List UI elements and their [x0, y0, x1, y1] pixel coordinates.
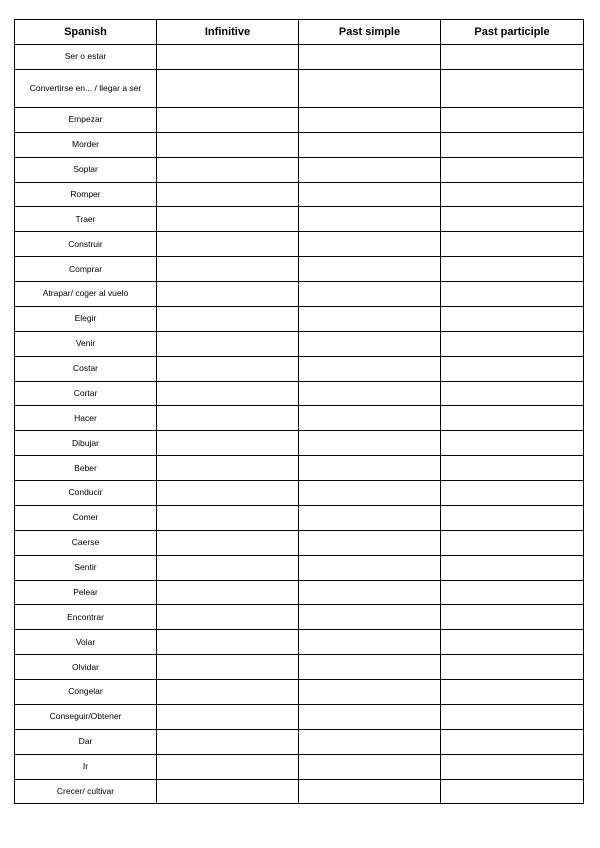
past-simple-cell[interactable]: [299, 107, 441, 132]
header-spanish: Spanish: [15, 20, 157, 45]
infinitive-cell[interactable]: [157, 779, 299, 804]
past-participle-cell[interactable]: [441, 132, 584, 157]
table-row: [15, 779, 584, 804]
infinitive-cell[interactable]: [157, 505, 299, 530]
past-simple-cell[interactable]: [299, 456, 441, 481]
past-participle-cell[interactable]: [441, 580, 584, 605]
past-simple-cell[interactable]: [299, 406, 441, 431]
spanish-cell: Pelear: [15, 580, 157, 605]
past-participle-cell[interactable]: [441, 729, 584, 754]
infinitive-cell[interactable]: [157, 69, 299, 107]
past-participle-cell[interactable]: [441, 207, 584, 232]
table-row: [15, 481, 584, 506]
infinitive-cell[interactable]: [157, 754, 299, 779]
past-participle-cell[interactable]: [441, 257, 584, 282]
spanish-cell: Soplar: [15, 157, 157, 182]
past-participle-cell[interactable]: [441, 356, 584, 381]
table-row: [15, 45, 584, 70]
spanish-cell: Crecer/ cultivar: [15, 779, 157, 804]
past-simple-cell[interactable]: [299, 356, 441, 381]
spanish-cell: Cortar: [15, 381, 157, 406]
past-simple-cell[interactable]: [299, 605, 441, 630]
infinitive-cell[interactable]: [157, 580, 299, 605]
infinitive-cell[interactable]: [157, 729, 299, 754]
table-row: [15, 655, 584, 680]
infinitive-cell[interactable]: [157, 381, 299, 406]
past-participle-cell[interactable]: [441, 779, 584, 804]
past-simple-cell[interactable]: [299, 232, 441, 257]
past-simple-cell[interactable]: [299, 729, 441, 754]
table-row: [15, 69, 584, 107]
past-participle-cell[interactable]: [441, 431, 584, 456]
past-simple-cell[interactable]: [299, 580, 441, 605]
spanish-cell: Ir: [15, 754, 157, 779]
spanish-cell: Congelar: [15, 680, 157, 705]
past-simple-cell[interactable]: [299, 655, 441, 680]
spanish-cell: Sentir: [15, 555, 157, 580]
past-participle-cell[interactable]: [441, 157, 584, 182]
infinitive-cell[interactable]: [157, 630, 299, 655]
table-row: [15, 754, 584, 779]
spanish-cell: Venir: [15, 331, 157, 356]
table-row: [15, 232, 584, 257]
past-simple-cell[interactable]: [299, 157, 441, 182]
table-row: [15, 605, 584, 630]
spanish-cell: Conseguir/Obtener: [15, 704, 157, 729]
table-row: [15, 257, 584, 282]
table-row: [15, 132, 584, 157]
spanish-cell: Ser o estar: [15, 45, 157, 70]
past-participle-cell[interactable]: [441, 754, 584, 779]
infinitive-cell[interactable]: [157, 605, 299, 630]
past-simple-cell[interactable]: [299, 306, 441, 331]
spanish-cell: Comprar: [15, 257, 157, 282]
table-row: [15, 555, 584, 580]
past-participle-cell[interactable]: [441, 704, 584, 729]
spanish-cell: Dar: [15, 729, 157, 754]
table-row: [15, 207, 584, 232]
spanish-cell: Traer: [15, 207, 157, 232]
spanish-cell: Encontrar: [15, 605, 157, 630]
spanish-cell: Morder: [15, 132, 157, 157]
past-simple-cell[interactable]: [299, 754, 441, 779]
spanish-cell: Volar: [15, 630, 157, 655]
spanish-cell: Comer: [15, 505, 157, 530]
header-past-participle: Past participle: [441, 20, 584, 45]
past-participle-cell[interactable]: [441, 282, 584, 307]
past-participle-cell[interactable]: [441, 69, 584, 107]
table-row: [15, 704, 584, 729]
table-row: [15, 630, 584, 655]
past-simple-cell[interactable]: [299, 182, 441, 207]
past-participle-cell[interactable]: [441, 605, 584, 630]
table-row: [15, 282, 584, 307]
past-simple-cell[interactable]: [299, 530, 441, 555]
past-participle-cell[interactable]: [441, 505, 584, 530]
table-row: [15, 306, 584, 331]
spanish-cell: Convertirse en... / llegar a ser: [15, 69, 157, 107]
spanish-cell: Costar: [15, 356, 157, 381]
past-participle-cell[interactable]: [441, 232, 584, 257]
spanish-cell: Romper: [15, 182, 157, 207]
table-header: [15, 20, 584, 45]
past-simple-cell[interactable]: [299, 481, 441, 506]
infinitive-cell[interactable]: [157, 555, 299, 580]
past-simple-cell[interactable]: [299, 381, 441, 406]
table-row: [15, 456, 584, 481]
past-simple-cell[interactable]: [299, 505, 441, 530]
infinitive-cell[interactable]: [157, 232, 299, 257]
past-simple-cell[interactable]: [299, 704, 441, 729]
past-participle-cell[interactable]: [441, 456, 584, 481]
infinitive-cell[interactable]: [157, 107, 299, 132]
verb-table: [14, 19, 584, 804]
infinitive-cell[interactable]: [157, 282, 299, 307]
past-participle-cell[interactable]: [441, 406, 584, 431]
past-participle-cell[interactable]: [441, 655, 584, 680]
infinitive-cell[interactable]: [157, 481, 299, 506]
past-participle-cell[interactable]: [441, 331, 584, 356]
infinitive-cell[interactable]: [157, 331, 299, 356]
past-participle-cell[interactable]: [441, 45, 584, 70]
table-row: [15, 356, 584, 381]
past-simple-cell[interactable]: [299, 132, 441, 157]
infinitive-cell[interactable]: [157, 157, 299, 182]
past-simple-cell[interactable]: [299, 779, 441, 804]
infinitive-cell[interactable]: [157, 356, 299, 381]
infinitive-cell[interactable]: [157, 207, 299, 232]
table-row: [15, 182, 584, 207]
infinitive-cell[interactable]: [157, 45, 299, 70]
spanish-cell: Conducir: [15, 481, 157, 506]
past-simple-cell[interactable]: [299, 331, 441, 356]
spanish-cell: Atrapar/ coger al vuelo: [15, 282, 157, 307]
past-participle-cell[interactable]: [441, 630, 584, 655]
table-row: [15, 530, 584, 555]
past-participle-cell[interactable]: [441, 182, 584, 207]
table-row: [15, 505, 584, 530]
infinitive-cell[interactable]: [157, 406, 299, 431]
infinitive-cell[interactable]: [157, 530, 299, 555]
past-simple-cell[interactable]: [299, 257, 441, 282]
spanish-cell: Hacer: [15, 406, 157, 431]
past-participle-cell[interactable]: [441, 107, 584, 132]
past-participle-cell[interactable]: [441, 481, 584, 506]
past-participle-cell[interactable]: [441, 680, 584, 705]
infinitive-cell[interactable]: [157, 306, 299, 331]
past-simple-cell[interactable]: [299, 555, 441, 580]
header-past-simple: Past simple: [299, 20, 441, 45]
spanish-cell: Olvidar: [15, 655, 157, 680]
table-row: [15, 331, 584, 356]
infinitive-cell[interactable]: [157, 132, 299, 157]
spanish-cell: Dibujar: [15, 431, 157, 456]
past-simple-cell[interactable]: [299, 431, 441, 456]
infinitive-cell[interactable]: [157, 680, 299, 705]
past-participle-cell[interactable]: [441, 306, 584, 331]
past-participle-cell[interactable]: [441, 530, 584, 555]
infinitive-cell[interactable]: [157, 182, 299, 207]
past-simple-cell[interactable]: [299, 69, 441, 107]
infinitive-cell[interactable]: [157, 456, 299, 481]
header-infinitive: Infinitive: [157, 20, 299, 45]
past-participle-cell[interactable]: [441, 381, 584, 406]
past-simple-cell[interactable]: [299, 630, 441, 655]
past-simple-cell[interactable]: [299, 45, 441, 70]
spanish-cell: Caerse: [15, 530, 157, 555]
table-row: [15, 381, 584, 406]
table-row: [15, 157, 584, 182]
table-row: [15, 107, 584, 132]
past-simple-cell[interactable]: [299, 680, 441, 705]
infinitive-cell[interactable]: [157, 704, 299, 729]
table-row: [15, 680, 584, 705]
infinitive-cell[interactable]: [157, 431, 299, 456]
table-row: [15, 406, 584, 431]
spanish-cell: Elegir: [15, 306, 157, 331]
past-simple-cell[interactable]: [299, 207, 441, 232]
infinitive-cell[interactable]: [157, 655, 299, 680]
infinitive-cell[interactable]: [157, 257, 299, 282]
table-row: [15, 580, 584, 605]
past-participle-cell[interactable]: [441, 555, 584, 580]
past-simple-cell[interactable]: [299, 282, 441, 307]
table-row: [15, 431, 584, 456]
spanish-cell: Empezar: [15, 107, 157, 132]
header-row: [15, 20, 584, 45]
table-row: [15, 729, 584, 754]
spanish-cell: Beber: [15, 456, 157, 481]
spanish-cell: Construir: [15, 232, 157, 257]
table-body: [15, 45, 584, 804]
